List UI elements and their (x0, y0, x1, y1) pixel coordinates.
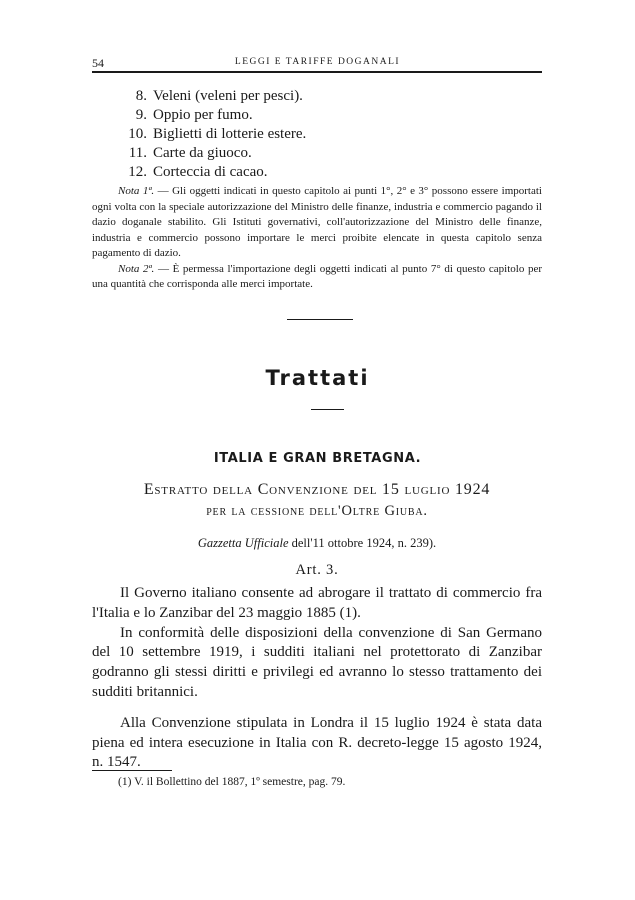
list-item-number: 9. (135, 107, 147, 123)
list-item-text: Biglietti di lotterie estere. (153, 126, 307, 142)
note-text: — È permessa l'importazione degli oggetti indicati al punto 7° di questo capitolo per una quantità che corrisponda alle merci importate. (92, 262, 542, 290)
list-item-number: 12. (128, 164, 147, 180)
running-head: LEGGI E TARIFFE DOGANALI (234, 57, 401, 67)
list-item-number: 8. (135, 88, 147, 104)
list-item-text: Veleni (veleni per pesci). (153, 88, 303, 104)
title-underline (311, 409, 344, 410)
list-item-number: 10. (128, 126, 147, 142)
paragraph: In conformità delle disposizioni della convenzione di San Germano del 10 settembre 1919, i sudditi italiani nel protettorato di Zanzibar godranno gli stessi diritti e privilegi ed avranno lo stesso trattamento dei sudditi britannici. (92, 624, 542, 700)
page-number: 54 (92, 56, 104, 70)
list-item-text: Oppio per fumo. (153, 107, 253, 123)
section-title: Trattati (265, 366, 370, 390)
treaty-subtitle-line1: Estratto della Convenzione del 15 luglio 1924 (143, 481, 491, 498)
treaty-heading: ITALIA E GRAN BRETAGNA. (213, 451, 422, 466)
list-item (117, 144, 497, 163)
list-item (117, 163, 497, 182)
list-item-text: Carte da giuoco. (153, 145, 252, 161)
gazette-reference (92, 536, 542, 551)
paragraph: Alla Convenzione stipulata in Londra il 15 luglio 1924 è stata data piena ed intera esecuzione in Italia con R. decreto-legge 15 agosto 1924, n. 1547. (92, 714, 542, 771)
note-label: Nota 1ª. (118, 185, 155, 197)
article-number: Art. 3. (295, 562, 339, 578)
prohibited-goods-list (117, 87, 497, 182)
section-separator (287, 319, 353, 320)
list-item (117, 87, 497, 106)
note-text: — Gli oggetti indicati in questo capitolo ai punti 1°, 2° e 3° possono essere importati ogni volta con la speciale autorizzazione del Ministro delle finanze, industria e commercio pagando il dazio doganale stabilito. Gli Istituti governativi, coll'autorizzazione del Ministro delle finanze, industria e commercio possono importare le merci proibite elencate in questa capitolo senza pagamento di dazio. (92, 185, 542, 259)
article-body (92, 584, 542, 773)
footnote: (1) V. il Bollettino del 1887, 1º semestre, pag. 79. (118, 776, 346, 788)
list-item (117, 106, 497, 125)
gazette-ref: dell'11 ottobre 1924, n. 239). (288, 536, 437, 550)
notes-block (92, 184, 542, 293)
treaty-subtitle-line2: per la cessione dell'Oltre Giuba. (206, 503, 428, 519)
list-item (117, 125, 497, 144)
note-2 (92, 262, 542, 293)
header-rule (92, 71, 542, 73)
gazette-name: Gazzetta Ufficiale (197, 536, 289, 550)
note-1 (92, 184, 542, 262)
paragraph: Il Governo italiano consente ad abrogare il trattato di commercio fra l'Italia e lo Zanzibar del 23 maggio 1885 (1). (92, 585, 542, 621)
list-item-text: Corteccia di cacao. (153, 164, 268, 180)
list-item-number: 11. (128, 145, 147, 161)
note-label: Nota 2ª. (118, 262, 155, 275)
footnote-rule (92, 770, 172, 771)
